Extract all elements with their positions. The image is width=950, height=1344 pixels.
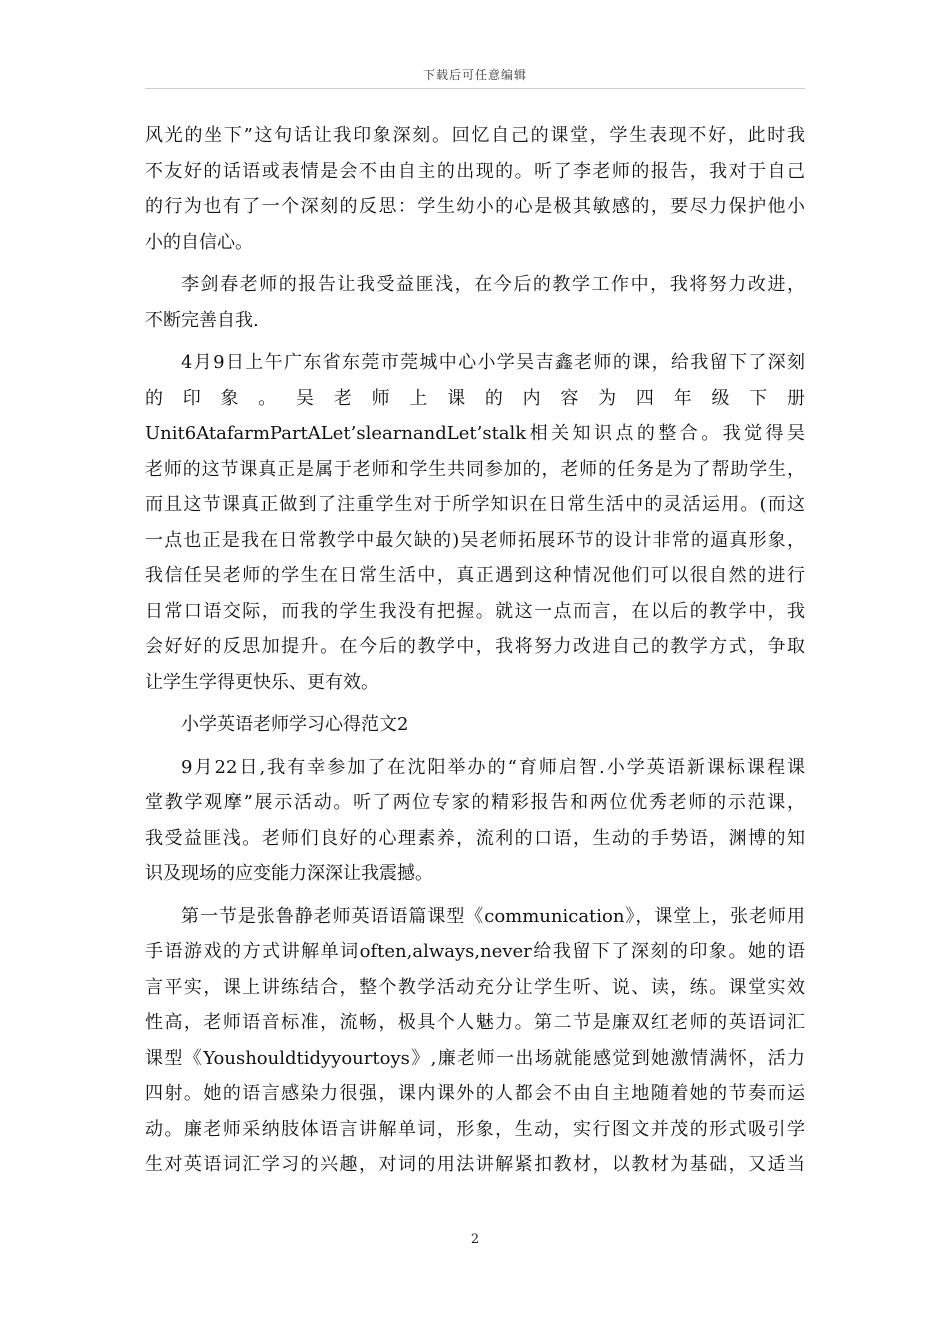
text-line: 言平实，课上讲练结合，整个教学活动充分让学生听、说、读，练。课堂实效 xyxy=(145,976,805,998)
text-line: 风光的坐下”这句话让我印象深刻。回忆自己的课堂，学生表现不好，此时我 xyxy=(145,125,805,146)
text-line: 四射。她的语言感染力很强，课内课外的人都会不由自主地随着她的节奏而运 xyxy=(145,1083,805,1104)
text-line: 第一节是张鲁静老师英语语篇课型《communication》，课堂上，张老师用 xyxy=(181,905,805,927)
text-line: 9月22日,我有幸参加了在沈阳举办的“育师启智.小学英语新课标课程课 xyxy=(181,756,805,778)
text-line: 我受益匪浅。老师们良好的心理素养，流利的口语，生动的手势语，渊博的知 xyxy=(145,827,805,849)
text-line: 的 印 象 。 吴 老 师 上 课 的 内 容 为 四 年 级 下 册 xyxy=(145,387,805,409)
text-line: 会好好的反思加提升。在今后的教学中，我将努力改进自己的教学方式，争取 xyxy=(145,636,805,657)
page-header: 下载后可任意编辑 xyxy=(422,68,527,82)
text-line: 日常口语交际，而我的学生我没有把握。就这一点而言，在以后的教学中，我 xyxy=(145,600,805,622)
section-heading xyxy=(145,707,805,743)
text-line: 4月9日上午广东省东莞市莞城中心小学吴吉鑫老师的课，给我留下了深刻 xyxy=(181,352,805,373)
text-line: 不友好的话语或表情是会不由自主的出现的。听了李老师的报告，我对于自己 xyxy=(145,160,805,182)
text-line: 的行为也有了一个深刻的反思：学生幼小的心是极其敏感的，要尽力保护他小 xyxy=(145,196,805,217)
text-line: 而且这节课真正做到了注重学生对于所学知识在日常生活中的灵活运用。(而这 xyxy=(145,494,805,515)
text-line: 动。廉老师采纳肢体语言讲解单词，形象，生动，实行图文并茂的形式吸引学 xyxy=(145,1118,805,1140)
paragraph xyxy=(145,899,805,1183)
paragraph xyxy=(145,750,805,892)
text-line: 让学生学得更快乐、更有效。 xyxy=(145,671,379,693)
page-number: 2 xyxy=(470,1232,480,1247)
text-line: 生对英语词汇学习的兴趣，对词的用法讲解紧扣教材，以教材为基础，又适当 xyxy=(145,1154,805,1175)
text-line: 手语游戏的方式讲解单词often,always,never给我留下了深刻的印象。她的语 xyxy=(145,941,805,962)
text-line: 不断完善自我. xyxy=(145,309,259,331)
text-line: 一点也正是我在日常教学中最欠缺的)吴老师拓展环节的设计非常的逼真形象， xyxy=(145,529,805,551)
text-line: Unit6AtafarmPartALet’slearnandLet’stalk相关知识点的整合。我觉得吴 xyxy=(145,423,805,444)
paragraph xyxy=(145,118,805,260)
document-body xyxy=(145,118,805,1183)
text-line: 我信任吴老师的学生在日常生活中，真正遇到这种情况他们可以很自然的进行 xyxy=(145,565,805,586)
text-line: 老师的这节课真正是属于老师和学生共同参加的，老师的任务是为了帮助学生， xyxy=(145,458,805,480)
text-line: 性高，老师语音标准，流畅，极具个人魅力。第二节是廉双红老师的英语词汇 xyxy=(145,1012,805,1033)
text-line: 识及现场的应变能力深深让我震撼。 xyxy=(145,863,433,884)
text-line: 小的自信心。 xyxy=(145,231,253,253)
paragraph xyxy=(145,267,805,338)
paragraph xyxy=(145,345,805,700)
text-line: 小学英语老师学习心得范文2 xyxy=(181,714,409,735)
text-line: 课型《Youshouldtidyyourtoys》,廉老师一出场就能感觉到她激情满怀，活力 xyxy=(145,1047,805,1069)
text-line: 堂教学观摩”展示活动。听了两位专家的精彩报告和两位优秀老师的示范课， xyxy=(145,792,805,813)
header-divider xyxy=(145,88,805,89)
text-line: 李剑春老师的报告让我受益匪浅，在今后的教学工作中，我将努力改进， xyxy=(181,274,805,295)
